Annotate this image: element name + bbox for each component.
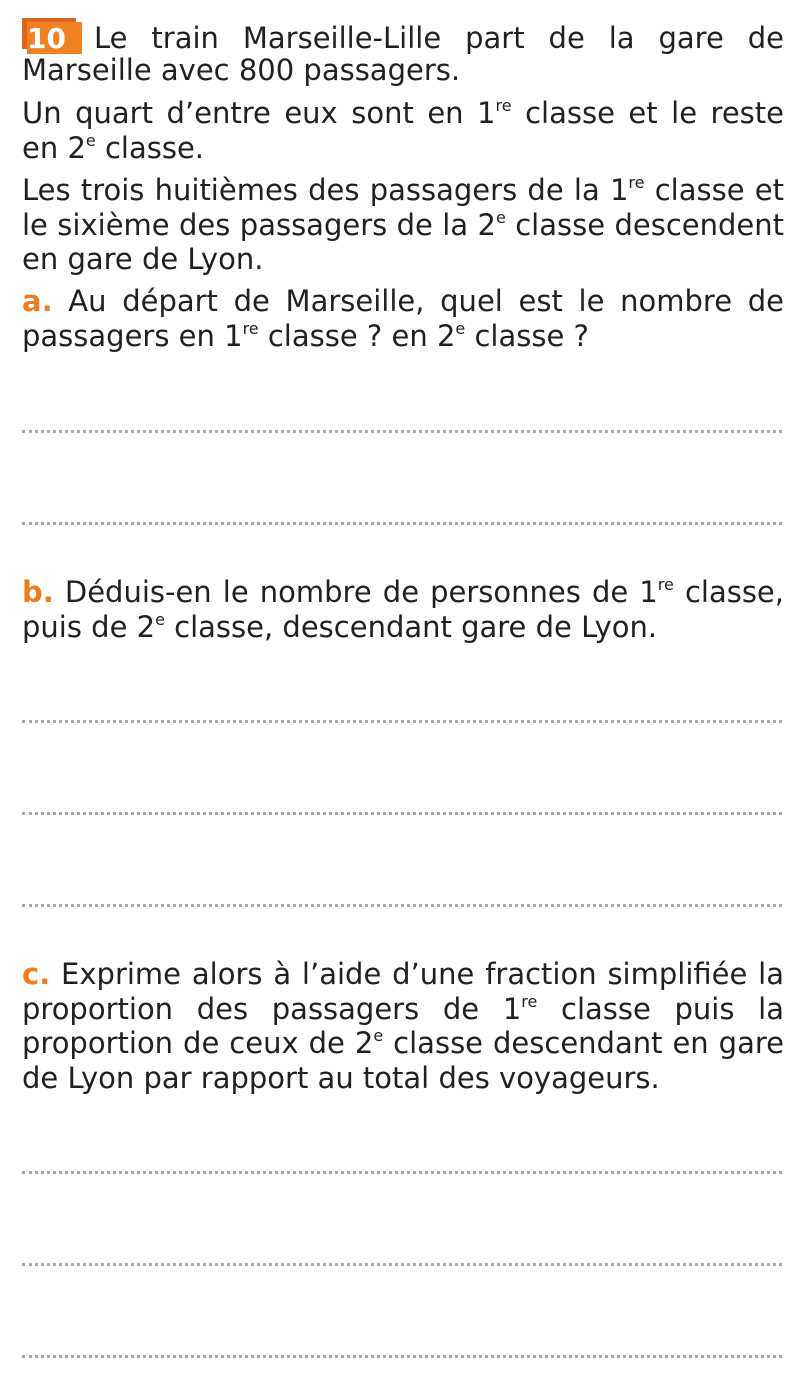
question-b-text-1: Déduis-en le nombre de personnes de 1: [53, 575, 658, 609]
p2-sup-1: re: [495, 96, 512, 115]
exercise-paragraph-2: [22, 96, 784, 165]
question-a: [22, 284, 784, 353]
intro-line-text: Le train Marseille-Lille part de la gare de: [94, 21, 784, 55]
p3-sup-2: e: [495, 207, 506, 227]
question-a-text-2: classe ? en 2: [258, 318, 456, 353]
question-c-sup-2: e: [373, 1026, 384, 1045]
question-b: [22, 575, 784, 644]
p3-text-3: classe descendent en gare de Lyon.: [22, 207, 784, 276]
question-b-sup-1: re: [657, 575, 674, 594]
answer-line-a-2[interactable]: [22, 522, 782, 525]
answer-line-c-2[interactable]: [22, 1263, 782, 1266]
p3-text-1: Les trois huitièmes des passagers de la 1: [22, 173, 629, 207]
question-b-text-2: classe, puis de 2: [22, 575, 784, 644]
question-a-text-1: Au départ de Marseille, quel est le nombre de passagers en 1: [22, 284, 784, 353]
p2-text-2: classe et le reste en 2: [22, 96, 784, 165]
question-a-text-3: classe ?: [465, 318, 589, 353]
answer-line-b-2[interactable]: [22, 812, 782, 815]
answer-line-c-3[interactable]: [22, 1355, 782, 1358]
question-c-text-1: Exprime alors à l’aide d’une fraction simplifiée la proportion des passagers de 1: [22, 957, 784, 1026]
question-a-letter: a.: [22, 284, 53, 318]
p2-text-1: Un quart d’entre eux sont en 1: [22, 96, 496, 130]
p3-text-2: classe et le sixième des passagers de la 2: [22, 173, 784, 242]
exercise-paragraph-3: [22, 173, 784, 277]
answer-line-c-1[interactable]: [22, 1171, 782, 1174]
question-c: [22, 957, 784, 1095]
p2-text-3: classe.: [95, 130, 205, 165]
question-a-sup-2: e: [455, 318, 466, 338]
answer-line-b-3[interactable]: [22, 904, 782, 907]
question-b-letter: b.: [22, 575, 54, 609]
answer-line-b-1[interactable]: [22, 720, 782, 723]
exercise-number-badge: [22, 18, 84, 54]
question-c-sup-1: re: [521, 991, 538, 1011]
question-c-text-2: classe puis la proportion de ceux de 2: [22, 991, 784, 1060]
p2-sup-2: e: [85, 130, 96, 150]
p3-sup-1: re: [628, 173, 645, 192]
answer-line-a-1[interactable]: [22, 430, 782, 433]
exercise-intro-rest: Marseille avec 800 passagers.: [22, 53, 461, 87]
question-b-sup-2: e: [155, 609, 165, 629]
exercise-intro-line: [22, 18, 784, 56]
question-c-letter: c.: [22, 957, 51, 991]
exercise-number: 10: [27, 22, 82, 54]
question-a-sup-1: re: [242, 318, 259, 338]
question-c-text-3: classe descendant en gare de Lyon par rapport au total des voyageurs.: [22, 1026, 784, 1095]
question-b-text-3: classe, descendant gare de Lyon.: [164, 609, 658, 644]
